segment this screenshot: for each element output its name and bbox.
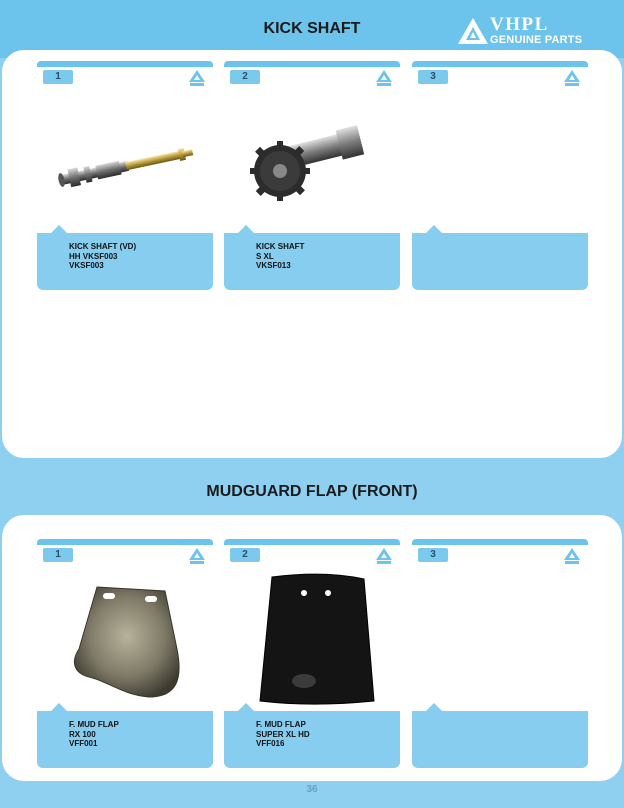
mini-logo-icon bbox=[564, 70, 580, 86]
card-number: 2 bbox=[230, 70, 260, 84]
card-top-strip bbox=[412, 61, 588, 67]
card-top-strip bbox=[412, 539, 588, 545]
part-code: VFF016 bbox=[256, 739, 285, 748]
product-card-2[interactable] bbox=[224, 61, 400, 290]
mini-logo-icon bbox=[189, 548, 205, 564]
mud-flap-rx100-image bbox=[37, 569, 213, 709]
card-number: 2 bbox=[230, 548, 260, 562]
info-notch bbox=[238, 225, 254, 233]
card-info bbox=[412, 233, 588, 290]
kick-shaft-panel bbox=[2, 50, 622, 458]
part-name: KICK SHAFT (VD) bbox=[69, 242, 137, 251]
part-model: SUPER XL HD bbox=[256, 729, 310, 739]
product-card-1[interactable] bbox=[37, 61, 213, 290]
part-code: VKSF003 bbox=[69, 261, 104, 270]
mini-logo-icon bbox=[376, 548, 392, 564]
part-name: KICK SHAFT bbox=[256, 242, 305, 251]
brand-logo bbox=[458, 14, 588, 48]
info-notch bbox=[238, 703, 254, 711]
product-card-3[interactable] bbox=[412, 61, 588, 290]
part-model: HH VKSF003 bbox=[69, 251, 118, 261]
mini-logo-icon bbox=[564, 548, 580, 564]
page-number: 36 bbox=[306, 784, 318, 795]
card-number: 1 bbox=[43, 548, 73, 562]
brand-name: VHPL bbox=[490, 14, 549, 35]
triangle-logo-icon bbox=[458, 18, 488, 44]
info-notch bbox=[51, 225, 67, 233]
card-info bbox=[224, 711, 400, 768]
kick-shaft-sxl-image bbox=[224, 91, 400, 231]
brand-tagline: GENUINE PARTS bbox=[490, 34, 583, 46]
card-top-strip bbox=[224, 539, 400, 545]
product-card-1[interactable] bbox=[37, 539, 213, 768]
card-number: 3 bbox=[418, 70, 448, 84]
product-card-2[interactable] bbox=[224, 539, 400, 768]
card-info bbox=[412, 711, 588, 768]
part-name: F. MUD FLAP bbox=[69, 720, 119, 729]
section-title-kick-shaft: KICK SHAFT bbox=[263, 20, 361, 37]
info-notch bbox=[426, 703, 442, 711]
mini-logo-icon bbox=[376, 70, 392, 86]
info-notch bbox=[51, 703, 67, 711]
kick-shaft-vd-image bbox=[37, 91, 213, 231]
part-model: RX 100 bbox=[69, 729, 96, 739]
info-notch bbox=[426, 225, 442, 233]
part-code: VFF001 bbox=[69, 739, 98, 748]
section-title-mudguard-flap: MUDGUARD FLAP (FRONT) bbox=[206, 483, 418, 500]
mudguard-flap-panel bbox=[2, 515, 622, 781]
card-top-strip bbox=[224, 61, 400, 67]
part-model: S XL bbox=[256, 251, 274, 261]
product-card-3[interactable] bbox=[412, 539, 588, 768]
card-info bbox=[37, 711, 213, 768]
card-number: 3 bbox=[418, 548, 448, 562]
card-info bbox=[224, 233, 400, 290]
card-info bbox=[37, 233, 213, 290]
mini-logo-icon bbox=[189, 70, 205, 86]
part-name: F. MUD FLAP bbox=[256, 720, 306, 729]
card-top-strip bbox=[37, 61, 213, 67]
card-top-strip bbox=[37, 539, 213, 545]
card-number: 1 bbox=[43, 70, 73, 84]
mud-flap-superxl-image bbox=[224, 569, 400, 709]
part-code: VKSF013 bbox=[256, 261, 291, 270]
